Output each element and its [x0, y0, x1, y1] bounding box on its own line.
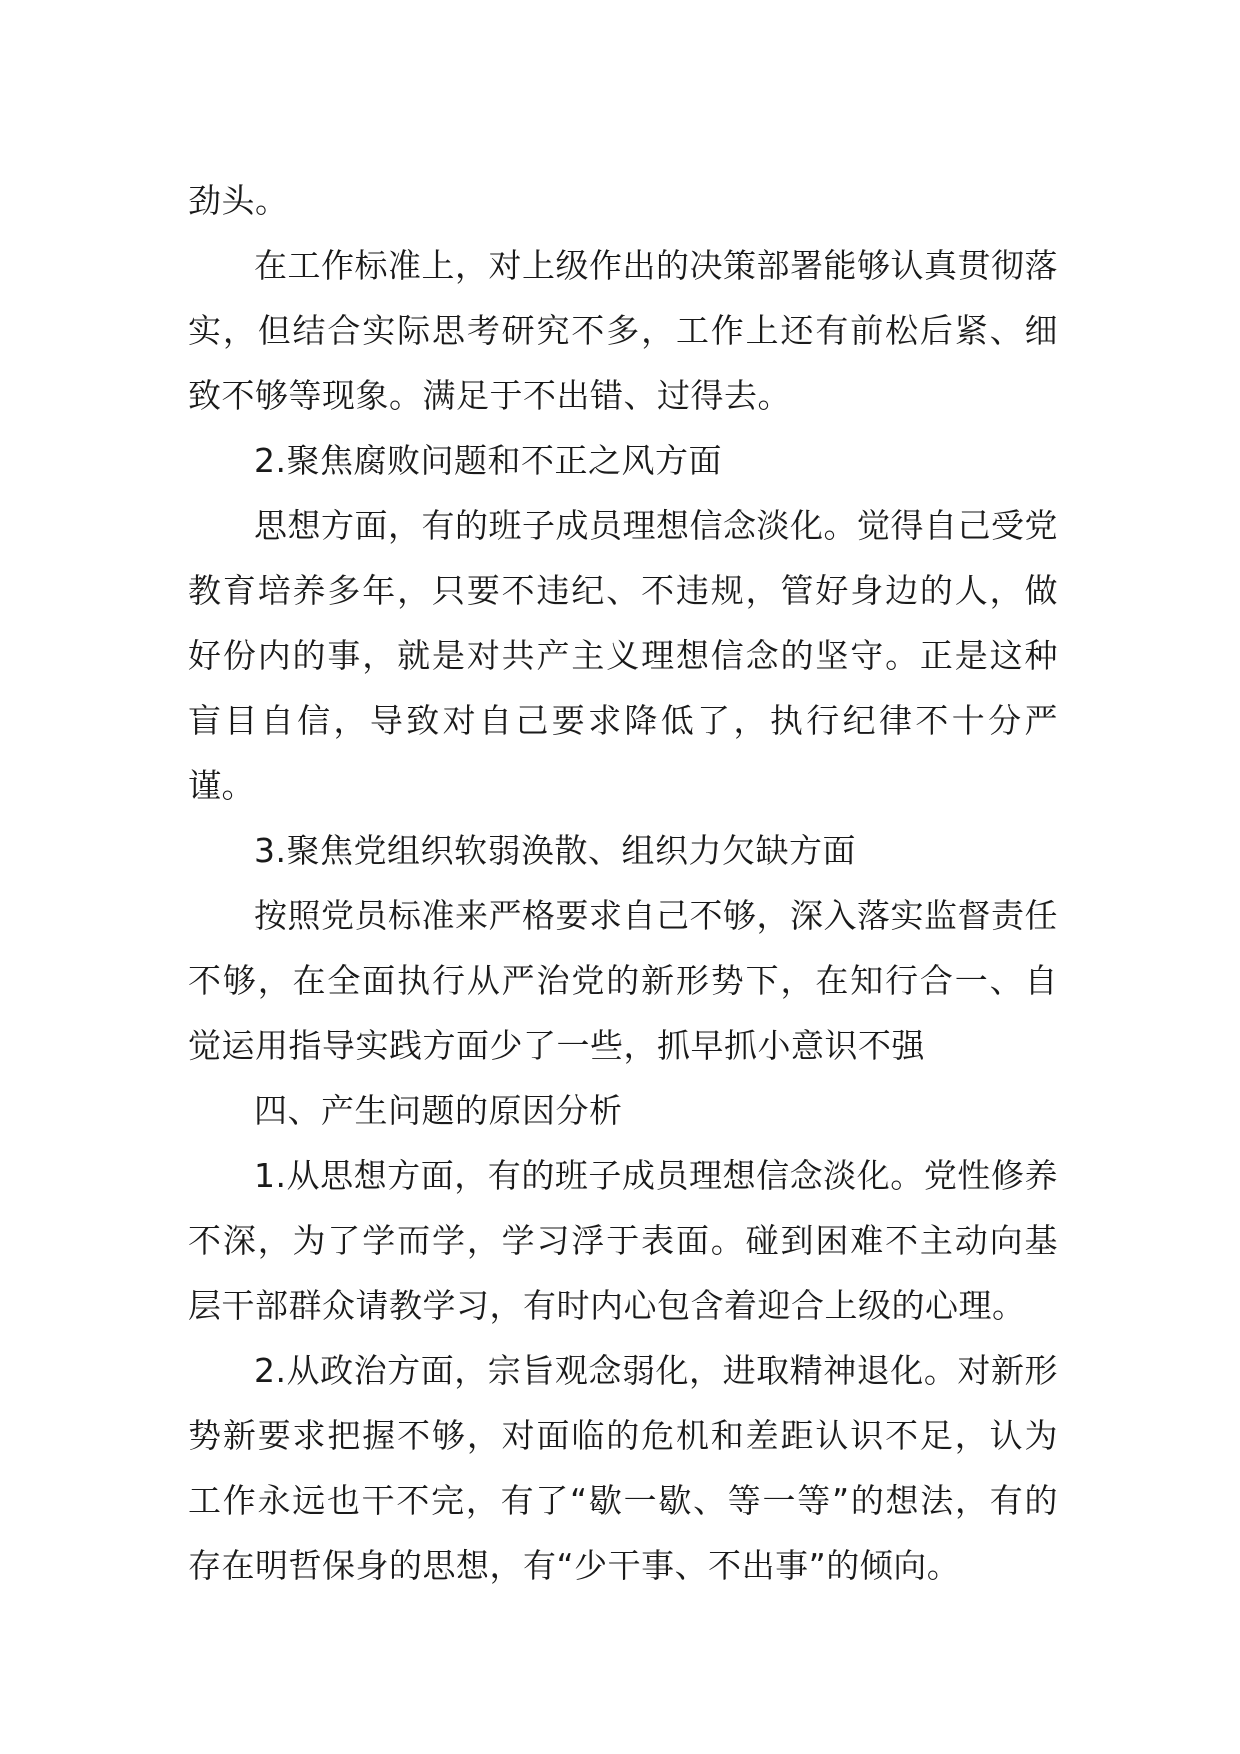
paragraph-cause-thought: 1.从思想方面，有的班子成员理想信念淡化。党性修养不深，为了学而学，学习浮于表面。碰到困难不主动向基层干部群众请教学习，有时内心包含着迎合上级的心理。 — [188, 1156, 1058, 1325]
paragraph-party-standard: 按照党员标准来严格要求自己不够，深入落实监督责任不够，在全面执行从严治党的新形势下，在知行合一、自觉运用指导实践方面少了一些，抓早抓小意识不强 — [188, 896, 1058, 1065]
heading-party-organization: 3.聚焦党组织软弱涣散、组织力欠缺方面 — [254, 831, 856, 870]
heading-cause-analysis: 四、产生问题的原因分析 — [254, 1091, 623, 1130]
paragraph-continuation: 劲头。 — [188, 181, 289, 220]
document-body — [188, 168, 1058, 1598]
heading-corruption: 2.聚焦腐败问题和不正之风方面 — [254, 441, 722, 480]
paragraph-cause-politics: 2.从政治方面，宗旨观念弱化，进取精神退化。对新形势新要求把握不够，对面临的危机和差距认识不足，认为工作永远也干不完，有了“歇一歇、等一等”的想法，有的存在明哲保身的思想，有“少干事、不出事”的倾向。 — [188, 1351, 1058, 1585]
paragraph-ideology: 思想方面，有的班子成员理想信念淡化。觉得自己受党教育培养多年，只要不违纪、不违规，管好身边的人，做好份内的事，就是对共产主义理想信念的坚守。正是这种盲目自信，导致对自己要求降低了，执行纪律不十分严谨。 — [188, 506, 1058, 805]
paragraph-work-standard: 在工作标准上，对上级作出的决策部署能够认真贯彻落实，但结合实际思考研究不多，工作上还有前松后紧、细致不够等现象。满足于不出错、过得去。 — [188, 246, 1058, 415]
